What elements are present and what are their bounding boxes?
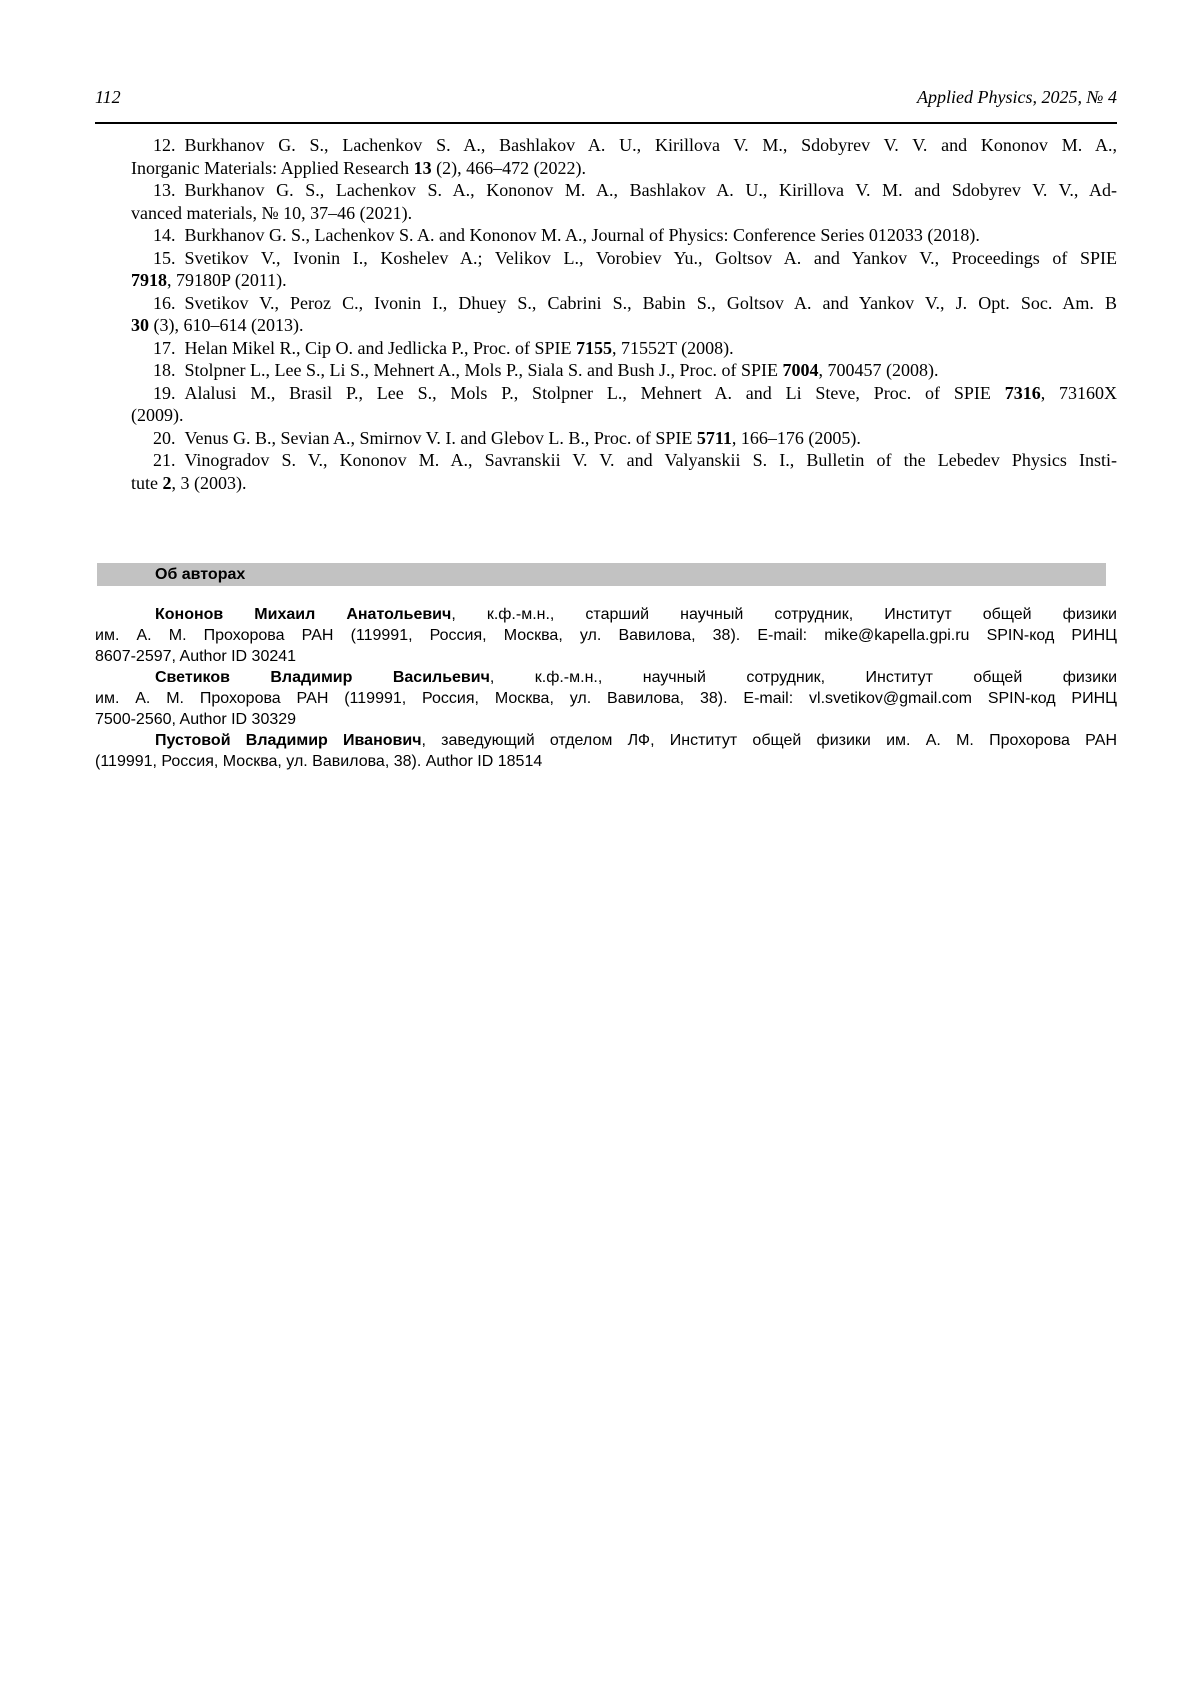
text-segment: Svetikov V., Peroz C., Ivonin I., Dhuey S., Cabrini S., Babin S., Goltsov A. and Yankov V., J. Opt. Soc. Am. B <box>184 292 1117 313</box>
text-segment: (3), 610–614 (2013). <box>149 315 304 335</box>
text-segment: , 3 (2003). <box>171 472 247 493</box>
reference-line <box>131 382 1117 405</box>
reference-line <box>131 269 1117 292</box>
volume-number: 7918 <box>131 270 167 290</box>
reference-item <box>131 224 1117 247</box>
author-name: Светиков Владимир Васильевич <box>155 669 490 686</box>
text-segment: tute <box>131 472 163 493</box>
text-segment: им. А. М. Прохорова РАН (119991, Россия, Москва, ул. Вавилова, 38). E-mail: mike@kapella.gpi.ru SPIN-код РИНЦ <box>95 627 1117 644</box>
text-segment: , 166–176 (2005). <box>731 427 861 448</box>
author-line <box>95 709 1117 730</box>
author-line <box>95 646 1117 667</box>
header-rule <box>95 122 1117 124</box>
reference-item <box>131 134 1117 179</box>
reference-line <box>131 404 1117 427</box>
text-segment: , к.ф.-м.н., научный сотрудник, Институт общей физики <box>489 669 1118 686</box>
text-segment: Venus G. B., Sevian A., Smirnov V. I. and Glebov L. B., Proc. of SPIE <box>184 427 697 448</box>
reference-item <box>131 247 1117 292</box>
text-segment: Burkhanov G. S., Lachenkov S. A., Bashlakov A. U., Kirillova V. M., Sdobyrev V. V. and Kononov M. A., <box>184 135 1117 155</box>
reference-line <box>131 359 1117 382</box>
reference-number: 20. <box>153 427 176 448</box>
about-authors-heading: Об авторах <box>155 566 246 583</box>
reference-line <box>131 224 1117 247</box>
reference-item <box>131 359 1117 382</box>
text-segment: Burkhanov G. S., Lachenkov S. A. and Kononov M. A., Journal of Physics: Conference Series 012033 (2018). <box>184 225 980 245</box>
reference-line <box>131 472 1117 495</box>
reference-line <box>131 134 1117 157</box>
reference-number: 14. <box>153 225 176 245</box>
volume-number: 7316 <box>1004 382 1041 403</box>
text-segment: Svetikov V., Ivonin I., Koshelev A.; Velikov L., Vorobiev Yu., Goltsov A. and Yankov V., Proceedings of SPIE <box>184 247 1117 268</box>
reference-number: 17. <box>153 337 176 358</box>
text-segment: Burkhanov G. S., Lachenkov S. A., Kononov M. A., Bashlakov A. U., Kirillova V. M. and Sdobyrev V. V., Ad- <box>184 180 1117 200</box>
volume-number: 30 <box>131 315 149 335</box>
text-segment: 8607-2597, Author ID 30241 <box>95 648 297 665</box>
reference-item <box>131 337 1117 360</box>
reference-number: 19. <box>153 382 176 403</box>
volume-number: 7155 <box>575 337 612 358</box>
reference-line <box>131 202 1117 225</box>
reference-line <box>131 179 1117 202</box>
reference-item <box>131 292 1117 337</box>
text-segment: Inorganic Materials: Applied Research <box>131 157 414 178</box>
reference-item <box>131 449 1117 494</box>
reference-line <box>131 314 1117 337</box>
reference-line <box>131 427 1117 450</box>
reference-number: 13. <box>153 180 176 200</box>
page-number: 112 <box>95 87 121 107</box>
volume-number: 2 <box>162 472 172 493</box>
text-segment: , заведующий отделом ЛФ, Институт общей физики им. А. М. Прохорова РАН <box>421 732 1117 749</box>
volume-number: 7004 <box>782 360 819 380</box>
about-authors-heading-bar <box>97 563 1106 586</box>
reference-item <box>131 427 1117 450</box>
text-segment: vanced materials, № 10, 37–46 (2021). <box>131 202 413 223</box>
text-segment: Stolpner L., Lee S., Li S., Mehnert A., Mols P., Siala S. and Bush J., Proc. of SPIE <box>184 360 783 380</box>
text-segment: (2009). <box>131 405 184 425</box>
author-line <box>95 667 1117 688</box>
author-item <box>95 667 1117 730</box>
running-head <box>95 86 1117 108</box>
text-segment: , 79180P (2011). <box>167 270 287 290</box>
author-line <box>95 688 1117 709</box>
reference-number: 12. <box>153 135 176 155</box>
volume-number: 5711 <box>696 427 732 448</box>
journal-title: Applied Physics, 2025, № 4 <box>917 87 1117 107</box>
reference-line <box>131 449 1117 472</box>
author-line <box>95 625 1117 646</box>
volume-number: 13 <box>413 157 432 178</box>
text-segment: , 73160X <box>1040 382 1118 403</box>
author-line <box>95 751 1117 772</box>
author-line <box>95 730 1117 751</box>
reference-number: 18. <box>153 360 176 380</box>
reference-number: 16. <box>153 292 176 313</box>
text-segment: , к.ф.-м.н., старший научный сотрудник, Институт общей физики <box>451 606 1117 623</box>
text-segment: Vinogradov S. V., Kononov M. A., Savranskii V. V. and Valyanskii S. I., Bulletin of the Lebedev Physics Insti- <box>184 450 1117 470</box>
reference-line <box>131 292 1117 315</box>
text-segment: 7500-2560, Author ID 30329 <box>95 711 297 728</box>
text-segment: Helan Mikel R., Cip O. and Jedlicka P., Proc. of SPIE <box>184 337 576 358</box>
text-segment: , 700457 (2008). <box>818 360 939 380</box>
author-name: Кононов Михаил Анатольевич <box>155 606 452 623</box>
reference-number: 21. <box>153 450 176 470</box>
references-list <box>131 134 1117 494</box>
reference-number: 15. <box>153 247 176 268</box>
text-segment: (119991, Россия, Москва, ул. Вавилова, 38). Author ID 18514 <box>95 753 543 770</box>
reference-item <box>131 382 1117 427</box>
reference-line <box>131 337 1117 360</box>
author-line <box>95 604 1117 625</box>
author-name: Пустовой Владимир Иванович <box>155 732 422 749</box>
author-item <box>95 730 1117 772</box>
reference-item <box>131 179 1117 224</box>
reference-line <box>131 247 1117 270</box>
text-segment: им. А. М. Прохорова РАН (119991, Россия, Москва, ул. Вавилова, 38). E-mail: vl.svetikov@gmail.com SPIN-код РИНЦ <box>95 690 1117 707</box>
text-segment: Alalusi M., Brasil P., Lee S., Mols P., Stolpner L., Mehnert A. and Li Steve, Proc. of SPIE <box>184 382 1005 403</box>
text-segment: , 71552T (2008). <box>611 337 734 358</box>
reference-line <box>131 157 1117 180</box>
author-item <box>95 604 1117 667</box>
text-segment: (2), 466–472 (2022). <box>431 157 587 178</box>
authors-list <box>95 604 1117 772</box>
